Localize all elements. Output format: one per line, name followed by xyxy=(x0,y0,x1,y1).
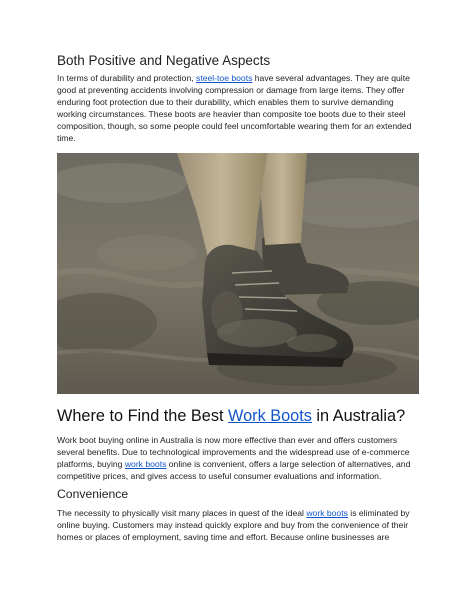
text: online is convenient, offers a large selection of alternatives, and competitive prices, and gives access to useful consumer evaluations and information. xyxy=(57,459,411,482)
text: have several advantages. They are quite good at preventing accidents involving compression or damage from large items. They offer enduring foot protection due to their durability, which enables them to survive demanding working circumstances. These boots are heavier than composite toe boots due to their steel composition, though, so some people could feel uncomfortable wearing them for an extended time. xyxy=(57,73,412,144)
paragraph-where-to-find xyxy=(57,434,419,482)
boot-photo xyxy=(57,153,419,394)
section-heading-where-to-find xyxy=(57,407,405,426)
text: Work boot buying online in Australia is now more effective than ever and offers customers several benefits. Due to technological improvements and the widespread use of e-commerce platforms, buying xyxy=(57,435,410,470)
work-boots-link[interactable]: work boots xyxy=(124,459,167,470)
steel-toe-boots-link[interactable]: steel-toe boots xyxy=(196,73,253,83)
paragraph-aspects xyxy=(57,72,419,145)
section-heading-aspects: Both Positive and Negative Aspects xyxy=(57,53,271,68)
text: Where to Find the Best xyxy=(57,407,229,425)
text: is eliminated by online buying. Customers may instead quickly explore and buy from the convenience of their homes or places of employment, saving time and effort. Because online businesses are xyxy=(57,508,410,543)
text: in Australia? xyxy=(311,407,406,425)
work-boots-heading-link[interactable]: Work Boots xyxy=(228,407,312,425)
work-boots-link[interactable]: work boots xyxy=(306,508,348,518)
paragraph-convenience xyxy=(57,507,419,543)
text: The necessity to physically visit many places in quest of the ideal xyxy=(57,508,307,518)
text: In terms of durability and protection, xyxy=(57,73,197,83)
section-heading-convenience: Convenience xyxy=(57,487,129,501)
